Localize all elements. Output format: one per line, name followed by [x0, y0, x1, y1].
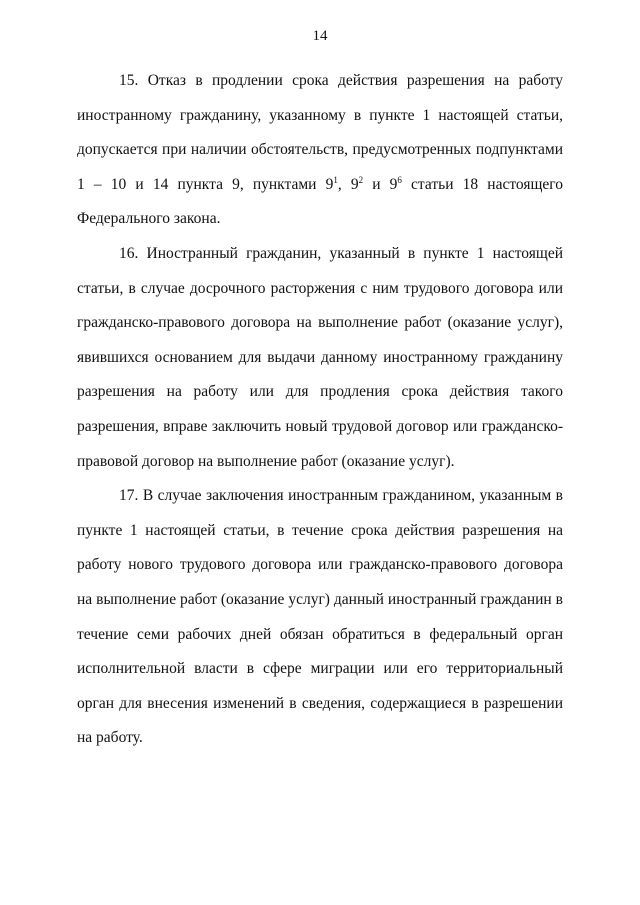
paragraph-16	[77, 237, 563, 479]
paragraph-text: и 9	[363, 175, 398, 193]
paragraph-text: 15. Отказ в продлении срока действия разрешения на работу иностранному гражданину, указанному в пункте 1 настоящей статьи, допускается при наличии обстоятельств, предусмотренных подпунктами 1 – 10 и 14 пункта 9, пунктами 9	[77, 72, 563, 193]
paragraph-17	[77, 479, 563, 756]
superscript: 6	[397, 174, 402, 185]
paragraph-text: статьи 18 настоящего Федерального закона.	[77, 175, 564, 228]
page-number: 14	[312, 28, 328, 44]
paragraph-text: 17. В случае заключения иностранным гражданином, указанным в пункте 1 настоящей статьи, в течение срока действия разрешения на работу нового трудового договора или гражданско-правового договора на выполнение работ (оказание услуг) данный иностранный гражданин в течение семи рабочих дней обязан обратиться в федеральный орган исполнительной власти в сфере миграции или его территориальный орган для внесения изменений в сведения, содержащиеся в разрешении на работу.	[77, 487, 563, 747]
document-body	[77, 64, 563, 756]
paragraph-15	[77, 64, 563, 237]
superscript: 1	[333, 174, 338, 185]
superscript: 2	[358, 174, 364, 185]
paragraph-text: 16. Иностранный гражданин, указанный в пункте 1 настоящей статьи, в случае досрочного расторжения с ним трудового договора или гражданско-правового договора на выполнение работ (оказание услуг), явившихся основанием для выдачи данному иностранному гражданину разрешения на работу или для продления срока действия такого разрешения, вправе заключить новый трудовой договор или гражданско-правовой договор на выполнение работ (оказание услуг).	[77, 244, 563, 470]
paragraph-text: , 9	[337, 175, 359, 193]
